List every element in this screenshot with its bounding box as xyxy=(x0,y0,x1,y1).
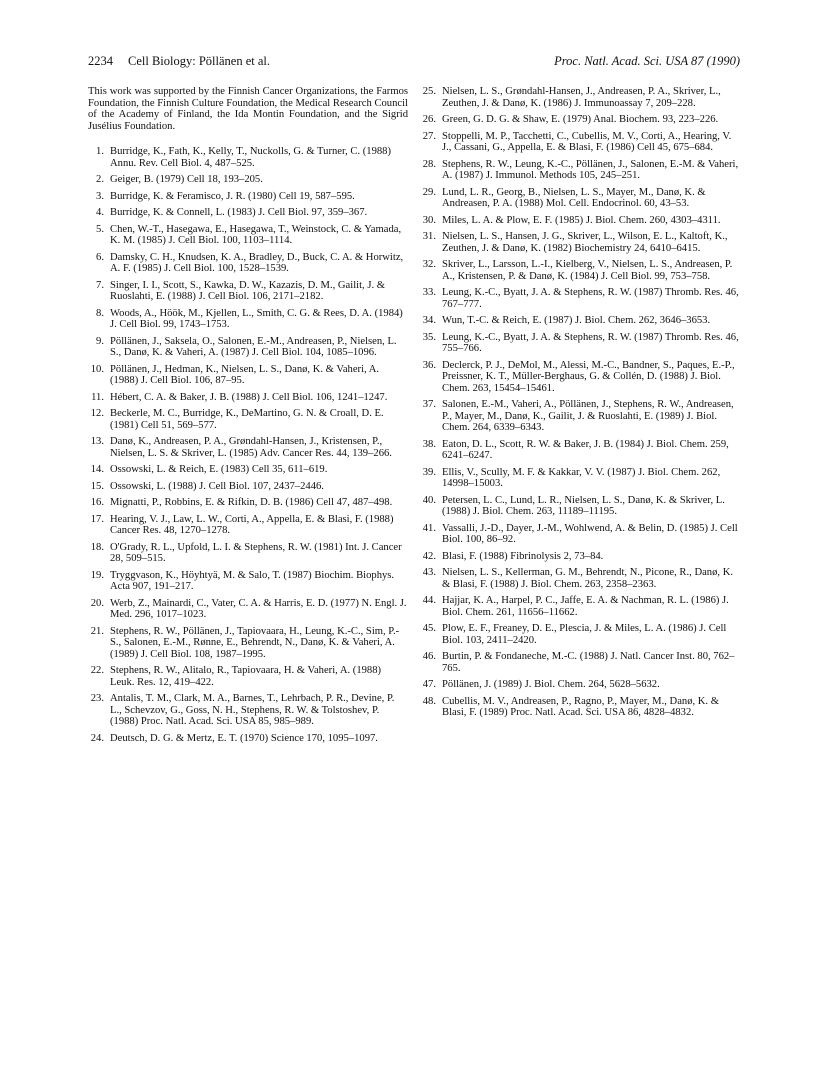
reference-text: Vassalli, J.-D., Dayer, J.-M., Wohlwend, A. & Belin, D. (1985) J. Cell Biol. 100, 86–92. xyxy=(442,522,738,545)
reference-number: 9. xyxy=(96,335,104,347)
reference-number: 14. xyxy=(90,464,104,475)
reference-text: Nielsen, L. S., Grøndahl-Hansen, J., Andreasen, P. A., Skriver, L., Zeuthen, J. & Danø, K. (1986) J. Immunoassay 7, 209–228. xyxy=(442,86,721,109)
reference-item xyxy=(88,191,408,203)
reference-number: 38. xyxy=(422,438,436,450)
reference-text: Hajjar, K. A., Harpel, P. C., Jaffe, E. A. & Nachman, R. L. (1986) J. Biol. Chem. 261, 11656–11662. xyxy=(442,595,729,618)
reference-item xyxy=(420,114,740,126)
reference-number: 1. xyxy=(96,146,104,157)
reference-number: 8. xyxy=(96,307,104,319)
reference-number: 37. xyxy=(422,399,436,410)
reference-text: Tryggvason, K., Höyhtyä, M. & Salo, T. (1987) Biochim. Biophys. Acta 907, 191–217. xyxy=(110,569,395,592)
reference-item xyxy=(420,131,740,154)
reference-number: 47. xyxy=(422,679,436,690)
running-title: Cell Biology: Pöllänen et al. xyxy=(128,54,270,68)
reference-text: Pöllänen, J., Saksela, O., Salonen, E.-M., Andreasen, P., Nielsen, L. S., Danø, K. & Vaheri, A. (1987) J. Cell Biol. 104, 1085–1096. xyxy=(110,335,397,358)
reference-item xyxy=(420,467,740,490)
reference-item xyxy=(88,408,408,431)
reference-number: 42. xyxy=(422,550,436,562)
reference-item xyxy=(88,665,408,688)
reference-item xyxy=(420,399,740,434)
page-header xyxy=(88,54,740,72)
reference-item xyxy=(88,364,408,387)
reference-number: 6. xyxy=(96,251,104,263)
reference-item xyxy=(88,693,408,728)
acknowledgment: This work was supported by the Finnish Cancer Organizations, the Farmos Foundation, the Finnish Culture Foundation, the Medical Research Council of the Academy of Finland, the Ida Montin Foundation, and the Sigrid Jusélius Foundation. xyxy=(88,86,408,132)
reference-number: 36. xyxy=(422,359,436,371)
reference-number: 34. xyxy=(422,315,436,326)
reference-item xyxy=(88,336,408,359)
reference-item xyxy=(420,332,740,355)
reference-text: Nielsen, L. S., Hansen, J. G., Skriver, L., Wilson, E. L., Kaltoft, K., Zeuthen, J. & Danø, K. (1982) Biochemistry 24, 6410–6415. xyxy=(442,231,728,254)
reference-item xyxy=(88,436,408,459)
reference-number: 39. xyxy=(422,466,436,478)
reference-text: Chen, W.-T., Hasegawa, E., Hasegawa, T., Weinstock, C. & Yamada, K. M. (1985) J. Cell Biol. 100, 1103–1114. xyxy=(110,223,402,246)
reference-item xyxy=(88,464,408,476)
right-column xyxy=(420,86,740,724)
reference-number: 44. xyxy=(422,595,436,606)
reference-item xyxy=(420,495,740,518)
reference-item xyxy=(420,159,740,182)
reference-item xyxy=(88,280,408,303)
reference-text: Miles, L. A. & Plow, E. F. (1985) J. Biol. Chem. 260, 4303–4311. xyxy=(442,214,721,226)
reference-number: 12. xyxy=(90,408,104,419)
reference-number: 31. xyxy=(422,231,436,242)
reference-item xyxy=(420,696,740,719)
reference-number: 33. xyxy=(422,287,436,298)
reference-text: Antalis, T. M., Clark, M. A., Barnes, T., Lehrbach, P. R., Devine, P. L., Schevzov, G., Goss, N. H., Stephens, R. W. & Tolstoshev, P. (1988) Proc. Natl. Acad. Sci. USA 85, 985–989. xyxy=(110,693,395,727)
reference-item xyxy=(420,360,740,395)
reference-text: Burridge, K., Fath, K., Kelly, T., Nuckolls, G. & Turner, C. (1988) Annu. Rev. Cell Biol. 4, 487–525. xyxy=(110,146,391,169)
reference-number: 41. xyxy=(422,522,436,534)
reference-text: Damsky, C. H., Knudsen, K. A., Bradley, D., Buck, C. A. & Horwitz, A. F. (1985) J. Cell Biol. 100, 1528–1539. xyxy=(110,251,404,274)
reference-text: Salonen, E.-M., Vaheri, A., Pöllänen, J., Stephens, R. W., Andreasen, P., Mayer, M., Danø, K., Gailit, J. & Ruoslahti, E. (1989) J. Biol. Chem. 264, 6339–6343. xyxy=(442,399,734,433)
reference-number: 45. xyxy=(422,623,436,634)
reference-item xyxy=(420,551,740,563)
reference-text: Wun, T.-C. & Reich, E. (1987) J. Biol. Chem. 262, 3646–3653. xyxy=(442,315,711,326)
reference-text: Woods, A., Höök, M., Kjellen, L., Smith, C. G. & Rees, D. A. (1984) J. Cell Biol. 99, 1743–1753. xyxy=(110,307,403,330)
reference-text: Blasi, F. (1988) Fibrinolysis 2, 73–84. xyxy=(442,550,604,562)
reference-item xyxy=(420,287,740,310)
reference-text: Pöllänen, J. (1989) J. Biol. Chem. 264, 5628–5632. xyxy=(442,679,660,690)
reference-number: 23. xyxy=(90,693,104,704)
reference-number: 17. xyxy=(90,513,104,525)
reference-number: 25. xyxy=(422,86,436,97)
reference-text: Leung, K.-C., Byatt, J. A. & Stephens, R. W. (1987) Thromb. Res. 46, 755–766. xyxy=(442,331,739,354)
reference-text: Beckerle, M. C., Burridge, K., DeMartino, G. N. & Croall, D. E. (1981) Cell 51, 569–577. xyxy=(110,408,384,431)
reference-number: 26. xyxy=(422,114,436,125)
reference-number: 18. xyxy=(90,541,104,553)
reference-item xyxy=(88,598,408,621)
reference-item xyxy=(88,733,408,745)
reference-item xyxy=(88,542,408,565)
reference-text: Burridge, K. & Connell, L. (1983) J. Cell Biol. 97, 359–367. xyxy=(110,207,368,218)
left-column xyxy=(88,86,408,749)
reference-number: 30. xyxy=(422,214,436,226)
reference-number: 4. xyxy=(96,207,104,218)
reference-item xyxy=(420,259,740,282)
reference-text: Stephens, R. W., Alitalo, R., Tapiovaara, H. & Vaheri, A. (1988) Leuk. Res. 12, 419–422. xyxy=(110,665,382,688)
reference-text: Leung, K.-C., Byatt, J. A. & Stephens, R. W. (1987) Thromb. Res. 46, 767–777. xyxy=(442,287,739,310)
reference-list-right xyxy=(420,86,740,719)
reference-item xyxy=(88,146,408,169)
reference-number: 28. xyxy=(422,158,436,170)
reference-text: Pöllänen, J., Hedman, K., Nielsen, L. S., Danø, K. & Vaheri, A. (1988) J. Cell Biol. 106, 87–95. xyxy=(110,363,380,386)
page-number: 2234 xyxy=(88,54,113,68)
reference-text: Stephens, R. W., Leung, K.-C., Pöllänen, J., Salonen, E.-M. & Vaheri, A. (1987) J. Immunol. Methods 105, 245–251. xyxy=(442,158,739,181)
reference-text: Werb, Z., Mainardi, C., Vater, C. A. & Harris, E. D. (1977) N. Engl. J. Med. 296, 1017–1023. xyxy=(110,597,407,620)
reference-list-left xyxy=(88,146,408,744)
reference-text: Burridge, K. & Feramisco, J. R. (1980) Cell 19, 587–595. xyxy=(110,190,355,202)
reference-text: Lund, L. R., Georg, B., Nielsen, L. S., Mayer, M., Danø, K. & Andreasen, P. A. (1988) Mol. Cell. Endocrinol. 60, 43–53. xyxy=(442,186,706,209)
reference-number: 48. xyxy=(422,695,436,707)
reference-number: 22. xyxy=(90,665,104,676)
journal-citation: Proc. Natl. Acad. Sci. USA 87 (1990) xyxy=(554,54,740,68)
reference-text: Deutsch, D. G. & Mertz, E. T. (1970) Science 170, 1095–1097. xyxy=(110,732,378,744)
reference-item xyxy=(88,308,408,331)
reference-number: 15. xyxy=(90,480,104,492)
reference-item xyxy=(420,231,740,254)
reference-number: 35. xyxy=(422,331,436,343)
reference-text: Plow, E. F., Freaney, D. E., Plescia, J. & Miles, L. A. (1986) J. Cell Biol. 103, 2411–2420. xyxy=(442,623,727,646)
reference-number: 13. xyxy=(90,436,104,447)
reference-number: 10. xyxy=(90,363,104,375)
reference-number: 7. xyxy=(96,279,104,291)
reference-text: Declerck, P. J., DeMol, M., Alessi, M.-C., Bandner, S., Paques, E.-P., Preissner, K. T., Müller-Berghaus, G. & Collén, D. (1988) J. Biol. Chem. 263, 15454–15461. xyxy=(442,359,735,394)
reference-number: 2. xyxy=(96,174,104,185)
reference-item xyxy=(88,626,408,661)
reference-text: Mignatti, P., Robbins, E. & Rifkin, D. B. (1986) Cell 47, 487–498. xyxy=(110,497,393,508)
reference-text: Stephens, R. W., Pöllänen, J., Tapiovaara, H., Leung, K.-C., Sim, P.-S., Salonen, E.-M., Rønne, E., Behrendt, N., Danø, K. & Vaheri, A. (1989) J. Cell Biol. 108, 1987–1995. xyxy=(110,625,400,660)
reference-number: 32. xyxy=(422,259,436,270)
reference-item xyxy=(420,439,740,462)
reference-item xyxy=(420,315,740,327)
reference-item xyxy=(420,623,740,646)
reference-text: Geiger, B. (1979) Cell 18, 193–205. xyxy=(110,174,263,185)
reference-number: 40. xyxy=(422,494,436,506)
reference-item xyxy=(88,252,408,275)
reference-item xyxy=(420,86,740,109)
reference-item xyxy=(88,570,408,593)
reference-item xyxy=(88,224,408,247)
reference-item xyxy=(420,679,740,691)
reference-number: 46. xyxy=(422,651,436,662)
reference-number: 16. xyxy=(90,497,104,508)
reference-text: Ossowski, L. (1988) J. Cell Biol. 107, 2437–2446. xyxy=(110,480,324,492)
reference-number: 21. xyxy=(90,625,104,637)
reference-text: Cubellis, M. V., Andreasen, P., Ragno, P., Mayer, M., Danø, K. & Blasi, F. (1989) Proc. Natl. Acad. Sci. USA 86, 4828–4832. xyxy=(442,695,719,718)
reference-number: 19. xyxy=(90,569,104,581)
reference-item xyxy=(88,174,408,186)
reference-text: O'Grady, R. L., Upfold, L. I. & Stephens, R. W. (1981) Int. J. Cancer 28, 509–515. xyxy=(110,541,402,564)
reference-text: Stoppelli, M. P., Tacchetti, C., Cubellis, M. V., Corti, A., Hearing, V. J., Cassani, G., Appella, E. & Blasi, F. (1986) Cell 45, 675–684. xyxy=(442,130,732,153)
reference-item xyxy=(420,595,740,618)
reference-text: Petersen, L. C., Lund, L. R., Nielsen, L. S., Danø, K. & Skriver, L. (1988) J. Biol. Chem. 263, 11189–11195. xyxy=(442,494,725,517)
reference-item xyxy=(88,207,408,219)
reference-text: Skriver, L., Larsson, L.-I., Kielberg, V., Nielsen, L. S., Andreasen, P. A., Kristensen, P. & Danø, K. (1984) J. Cell Biol. 99, 753–758. xyxy=(442,259,733,282)
reference-number: 20. xyxy=(90,597,104,609)
reference-item xyxy=(88,514,408,537)
reference-number: 43. xyxy=(422,567,436,578)
reference-text: Eaton, D. L., Scott, R. W. & Baker, J. B. (1984) J. Biol. Chem. 259, 6241–6247. xyxy=(442,438,729,461)
reference-text: Nielsen, L. S., Kellerman, G. M., Behrendt, N., Picone, R., Danø, K. & Blasi, F. (1988) J. Biol. Chem. 263, 2358–2363. xyxy=(442,567,733,590)
reference-text: Singer, I. I., Scott, S., Kawka, D. W., Kazazis, D. M., Gailit, J. & Ruoslahti, E. (1988) J. Cell Biol. 106, 2171–2182. xyxy=(110,279,385,302)
reference-item xyxy=(88,392,408,404)
reference-number: 5. xyxy=(96,223,104,235)
reference-text: Hearing, V. J., Law, L. W., Corti, A., Appella, E. & Blasi, F. (1988) Cancer Res. 48, 1270–1278. xyxy=(110,513,394,536)
reference-text: Green, G. D. G. & Shaw, E. (1979) Anal. Biochem. 93, 223–226. xyxy=(442,114,719,125)
reference-item xyxy=(88,497,408,509)
reference-text: Danø, K., Andreasen, P. A., Grøndahl-Hansen, J., Kristensen, P., Nielsen, L. S. & Skriver, L. (1985) Adv. Cancer Res. 44, 139–266. xyxy=(110,436,392,459)
reference-item xyxy=(420,215,740,227)
reference-number: 3. xyxy=(96,190,104,202)
reference-text: Ossowski, L. & Reich, E. (1983) Cell 35, 611–619. xyxy=(110,464,328,475)
reference-item xyxy=(88,481,408,493)
reference-item xyxy=(420,187,740,210)
reference-item xyxy=(420,567,740,590)
reference-text: Burtin, P. & Fondaneche, M.-C. (1988) J. Natl. Cancer Inst. 80, 762–765. xyxy=(442,651,735,674)
reference-number: 11. xyxy=(91,391,104,403)
reference-number: 29. xyxy=(422,186,436,198)
reference-number: 24. xyxy=(90,732,104,744)
reference-text: Ellis, V., Scully, M. F. & Kakkar, V. V. (1987) J. Biol. Chem. 262, 14998–15003. xyxy=(442,466,721,489)
reference-item xyxy=(420,523,740,546)
reference-item xyxy=(420,651,740,674)
reference-text: Hébert, C. A. & Baker, J. B. (1988) J. Cell Biol. 106, 1241–1247. xyxy=(110,391,388,403)
reference-number: 27. xyxy=(422,130,436,142)
